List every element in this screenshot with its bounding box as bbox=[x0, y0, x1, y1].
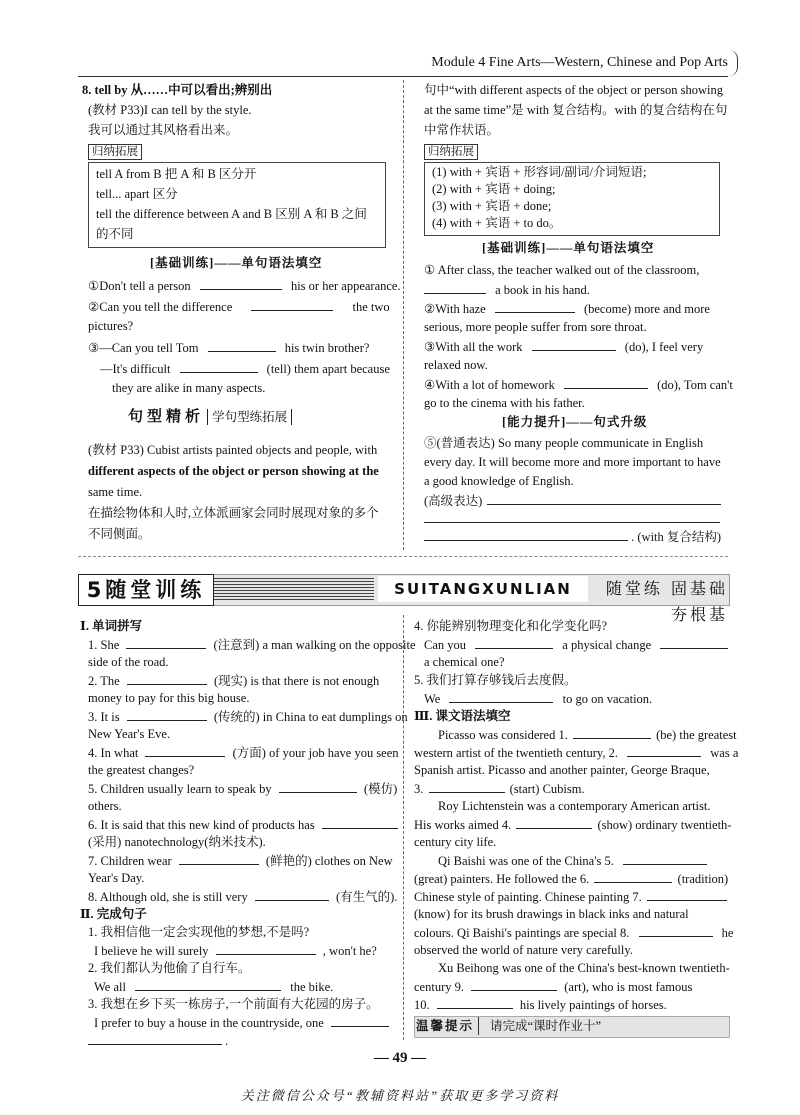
text-line: (教材 P33)I can tell by the style. bbox=[88, 103, 252, 117]
exercise-line: a book in his hand. bbox=[424, 281, 590, 298]
answer-blank[interactable] bbox=[88, 1032, 222, 1045]
answer-blank[interactable] bbox=[331, 1014, 389, 1027]
answer-blank[interactable] bbox=[647, 888, 727, 901]
section-title: Ⅱ. 完成句子 bbox=[80, 907, 147, 921]
header-rule bbox=[78, 76, 728, 77]
exercise-line: 4. In what (方面) of your job have you seen bbox=[88, 746, 399, 760]
text-line: Picasso was considered 1. (be) the greatest bbox=[438, 728, 737, 742]
box-line: (1) with + 宾语 + 形容词/副词/介词短语; bbox=[432, 165, 647, 179]
banner-stripes bbox=[214, 578, 374, 600]
exercise-line: 1. 我相信他一定会实现他的梦想,不是吗? bbox=[88, 925, 310, 939]
exercise-line: a good knowledge of English. bbox=[424, 474, 574, 488]
exercise-line: ④With a lot of homework (do), Tom can't bbox=[424, 378, 733, 392]
text-line: western artist of the twentieth century, 2. was a bbox=[414, 746, 739, 760]
text-line: Chinese style of painting. Chinese painting 7. bbox=[414, 888, 727, 905]
banner-number: 5随堂训练 bbox=[78, 574, 214, 606]
subsection-title: [基础训练]——单句语法填空 bbox=[150, 256, 323, 270]
text-line: observed the world of nature very carefully. bbox=[414, 943, 633, 957]
exercise-line: Year's Day. bbox=[88, 871, 145, 885]
exercise-line: serious, more people suffer from sore throat. bbox=[424, 320, 647, 334]
section-heading: 句型精析 学句型练拓展 bbox=[128, 408, 292, 425]
footer-note: 关注微信公众号“教辅资料站”获取更多学习资料 bbox=[240, 1088, 560, 1103]
column-divider-bottom bbox=[403, 615, 404, 1040]
text-line: at the same time”是 with 复合结构。with 的复合结构在句 bbox=[424, 103, 728, 117]
page-header-title: Module 4 Fine Arts—Western, Chinese and Pop Arts bbox=[431, 55, 728, 70]
text-line: His works aimed 4. (show) ordinary twentieth- bbox=[414, 818, 732, 832]
text-line: 3. (start) Cubism. bbox=[414, 782, 585, 796]
answer-blank[interactable] bbox=[135, 978, 281, 991]
exercise-line: 2. 我们都认为他偷了自行车。 bbox=[88, 961, 251, 975]
exercise-line: 3. 我想在乡下买一栋房子,一个前面有大花园的房子。 bbox=[88, 997, 379, 1011]
exercise-line: 5. 我们打算存够钱后去度假。 bbox=[414, 673, 577, 687]
answer-blank[interactable] bbox=[424, 510, 720, 523]
exercise-line: We all the bike. bbox=[94, 980, 334, 994]
text-line: colours. Qi Baishi's paintings are special 8. he bbox=[414, 926, 734, 940]
text-line: Qi Baishi was one of the China's 5. bbox=[438, 852, 707, 869]
exercise-line: New Year's Eve. bbox=[88, 727, 171, 741]
text-line: same time. bbox=[88, 485, 143, 499]
text-line: 中常作状语。 bbox=[424, 123, 500, 137]
answer-blank[interactable] bbox=[216, 942, 316, 955]
text-line: 句中“with different aspects of the object or person showing bbox=[424, 83, 723, 97]
exercise-line: We to go on vacation. bbox=[424, 692, 653, 706]
exercise-line: (采用) nanotechnology(纳米技术). bbox=[88, 835, 266, 849]
exercise-line: 2. The (现实) is that there is not enough bbox=[88, 674, 380, 688]
section-divider bbox=[78, 556, 728, 557]
answer-blank[interactable] bbox=[564, 376, 648, 389]
exercise-line: 4. 你能辨别物理变化和化学变化吗? bbox=[414, 619, 608, 633]
box-line: (4) with + 宾语 + to do。 bbox=[432, 216, 562, 230]
exercise-line: ②With haze (become) more and more bbox=[424, 302, 710, 316]
text-line: 10. his lively paintings of horses. bbox=[414, 998, 667, 1012]
exercise-line: (高级表达) bbox=[424, 492, 721, 509]
answer-blank[interactable] bbox=[424, 528, 628, 541]
answer-blank[interactable] bbox=[594, 870, 672, 883]
exercise-line: relaxed now. bbox=[424, 358, 488, 372]
exercise-line: every day. It will become more and more important to have bbox=[424, 455, 721, 469]
section-tag: 归纳拓展 bbox=[88, 143, 142, 160]
text-line: Spanish artist. Picasso and another painter, George Braque, bbox=[414, 763, 710, 777]
exercise-line: ②Can you tell the difference the two bbox=[88, 300, 390, 314]
text-line: Xu Beihong was one of the China's best-known twentieth- bbox=[438, 961, 730, 975]
exercise-line: side of the road. bbox=[88, 655, 169, 669]
text-line: (great) painters. He followed the 6. (tradition) bbox=[414, 872, 729, 886]
answer-blank[interactable] bbox=[429, 780, 505, 793]
answer-blank[interactable] bbox=[279, 780, 357, 793]
tip-label: 温馨提示 bbox=[416, 1017, 479, 1035]
exercise-line: ③With all the work (do), I feel very bbox=[424, 340, 704, 354]
text-line: century 9. (art), who is most famous bbox=[414, 980, 693, 994]
box-line: tell A from B 把 A 和 B 区分开 bbox=[96, 167, 257, 181]
section-title: Ⅲ. 课文语法填空 bbox=[414, 709, 511, 723]
answer-blank[interactable] bbox=[623, 852, 707, 865]
exercise-line: pictures? bbox=[88, 319, 134, 333]
exercise-line: the greatest changes? bbox=[88, 763, 195, 777]
text-line: (教材 P33) Cubist artists painted objects and people, with bbox=[88, 443, 378, 457]
exercise-line: go to the cinema with his father. bbox=[424, 396, 585, 410]
header-decoration bbox=[729, 50, 738, 76]
exercise-line: ① After class, the teacher walked out of the classroom, bbox=[424, 263, 700, 277]
section-title: Ⅰ. 单词拼写 bbox=[80, 619, 143, 633]
exercise-line: 5. Children usually learn to speak by (模仿) bbox=[88, 782, 398, 796]
answer-blank[interactable] bbox=[449, 690, 553, 703]
column-divider-top bbox=[403, 80, 404, 550]
answer-blank[interactable] bbox=[126, 636, 206, 649]
exercise-line: 1. She (注意到) a man walking on the opposite bbox=[88, 638, 416, 652]
box-line: tell... apart 区分 bbox=[96, 187, 178, 201]
section-tag: 归纳拓展 bbox=[424, 143, 478, 160]
item-8-title: 8. tell by 从……中可以看出;辨别出 bbox=[82, 83, 273, 97]
exercise-line: 7. Children wear (鲜艳的) clothes on New bbox=[88, 854, 393, 868]
answer-blank[interactable] bbox=[424, 281, 486, 294]
box-line: 的不同 bbox=[96, 227, 134, 241]
answer-line bbox=[424, 510, 720, 527]
banner-slogan: 随堂练 固基础 夯根基 bbox=[605, 579, 728, 624]
answer-blank[interactable] bbox=[437, 996, 513, 1009]
subsection-title: [能力提升]——句式升级 bbox=[502, 415, 648, 429]
text-line: Roy Lichtenstein was a contemporary American artist. bbox=[438, 799, 711, 813]
answer-blank[interactable] bbox=[627, 744, 701, 757]
page-number: — 49 — bbox=[373, 1050, 427, 1066]
exercise-line: . (with 复合结构) bbox=[424, 528, 721, 545]
answer-blank[interactable] bbox=[322, 816, 398, 829]
answer-blank[interactable] bbox=[532, 338, 616, 351]
text-line: 我可以通过其风格看出来。 bbox=[88, 123, 239, 137]
exercise-line: ⑤(普通表达) So many people communicate in English bbox=[424, 436, 704, 450]
box-line: (3) with + 宾语 + done; bbox=[432, 199, 552, 213]
answer-blank[interactable] bbox=[660, 636, 728, 649]
answer-blank[interactable] bbox=[516, 816, 592, 829]
exercise-line: they are alike in many aspects. bbox=[112, 381, 266, 395]
exercise-line: I believe he will surely , won't he? bbox=[94, 944, 377, 958]
tip-text: 请完成“课时作业十” bbox=[490, 1019, 602, 1033]
answer-blank[interactable] bbox=[639, 924, 713, 937]
exercise-line: a chemical one? bbox=[424, 655, 505, 669]
exercise-line: 6. It is said that this new kind of products has bbox=[88, 816, 398, 833]
answer-blank[interactable] bbox=[127, 672, 207, 685]
answer-blank[interactable] bbox=[573, 726, 651, 739]
subsection-title: [基础训练]——单句语法填空 bbox=[482, 241, 655, 255]
answer-blank[interactable] bbox=[495, 300, 575, 313]
answer-blank[interactable] bbox=[208, 339, 276, 352]
box-line: (2) with + 宾语 + doing; bbox=[432, 182, 556, 196]
banner-pinyin: SUITANGXUNLIAN bbox=[378, 576, 588, 602]
text-line: (know) for its brush drawings in black inks and natural bbox=[414, 907, 689, 921]
exercise-line: I prefer to buy a house in the countryside, one bbox=[94, 1014, 389, 1031]
text-line: 不同侧面。 bbox=[88, 527, 151, 541]
exercise-line: ①Don't tell a person his or her appearance. bbox=[88, 279, 401, 293]
exercise-line: ③—Can you tell Tom his twin brother? bbox=[88, 341, 370, 355]
exercise-line: others. bbox=[88, 799, 122, 813]
text-line: century city life. bbox=[414, 835, 497, 849]
exercise-line: Can you a physical change bbox=[424, 636, 728, 653]
answer-blank[interactable] bbox=[471, 978, 557, 991]
exercise-line: money to pay for this big house. bbox=[88, 691, 250, 705]
answer-blank[interactable] bbox=[180, 360, 258, 373]
answer-blank[interactable] bbox=[145, 744, 225, 757]
answer-blank[interactable] bbox=[251, 298, 333, 311]
answer-blank[interactable] bbox=[179, 852, 259, 865]
answer-blank[interactable] bbox=[200, 277, 282, 290]
text-line: 在描绘物体和人时,立体派画家会同时展现对象的多个 bbox=[88, 506, 379, 520]
exercise-line: . bbox=[88, 1032, 228, 1049]
answer-blank[interactable] bbox=[127, 708, 207, 721]
text-line: different aspects of the object or person showing at the bbox=[88, 464, 379, 478]
exercise-line: 3. It is (传统的) in China to eat dumplings on bbox=[88, 710, 408, 724]
answer-blank[interactable] bbox=[255, 888, 329, 901]
exercise-line: 8. Although old, she is still very (有生气的). bbox=[88, 890, 398, 904]
exercise-line: —It's difficult (tell) them apart because bbox=[100, 362, 390, 376]
box-line: tell the difference between A and B 区别 A 和 B 之间 bbox=[96, 207, 367, 221]
answer-blank[interactable] bbox=[487, 492, 721, 505]
answer-blank[interactable] bbox=[475, 636, 553, 649]
